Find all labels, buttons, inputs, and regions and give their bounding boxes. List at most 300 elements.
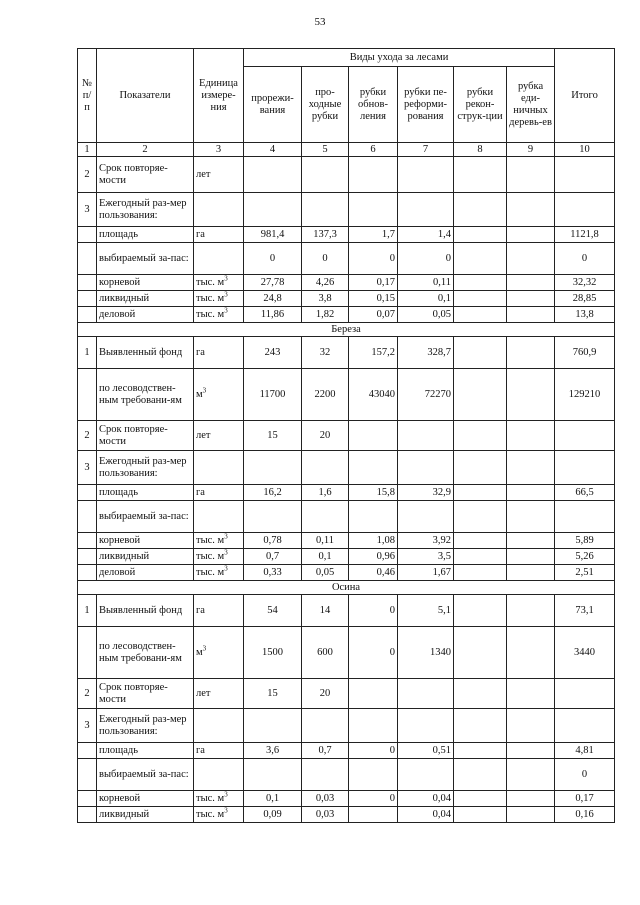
header-indicator: Показатели — [97, 49, 194, 143]
row-unit: тыс. $м^3$ — [194, 533, 244, 549]
table-row — [78, 759, 615, 791]
value-cell: 1340 — [398, 627, 454, 679]
value-cell — [302, 501, 349, 533]
row-unit: тыс. $м^3$ — [194, 275, 244, 291]
value-cell: 0,09 — [244, 807, 302, 823]
value-cell — [302, 709, 349, 743]
row-unit: лет — [194, 679, 244, 709]
value-cell: 328,7 — [398, 337, 454, 369]
table-row — [78, 743, 615, 759]
value-cell — [454, 451, 507, 485]
value-cell: 0 — [349, 791, 398, 807]
row-number — [78, 501, 97, 533]
value-cell — [507, 291, 555, 307]
value-cell: 129210 — [555, 369, 615, 421]
value-cell — [507, 549, 555, 565]
value-cell: 0,17 — [349, 275, 398, 291]
row-label: площадь — [97, 743, 194, 759]
value-cell: 15 — [244, 679, 302, 709]
table-row — [78, 275, 615, 291]
row-unit: тыс. $м^3$ — [194, 307, 244, 323]
row-label: Срок повторяе-мости — [97, 157, 194, 193]
row-label: Выявленный фонд — [97, 337, 194, 369]
value-cell: 1,7 — [349, 227, 398, 243]
value-cell: 3440 — [555, 627, 615, 679]
value-cell — [507, 743, 555, 759]
value-cell: 0 — [302, 243, 349, 275]
table-row — [78, 709, 615, 743]
value-cell — [555, 193, 615, 227]
value-cell: 0 — [398, 243, 454, 275]
row-unit: $м^3$ — [194, 627, 244, 679]
forest-care-table — [77, 48, 615, 823]
row-label: корневой — [97, 275, 194, 291]
value-cell — [507, 243, 555, 275]
table-row — [78, 307, 615, 323]
section-title: Осина — [78, 581, 615, 595]
value-cell: 0 — [349, 595, 398, 627]
value-cell: 1,08 — [349, 533, 398, 549]
table-row — [78, 157, 615, 193]
row-number: 2 — [78, 679, 97, 709]
table-row — [78, 243, 615, 275]
value-cell — [454, 157, 507, 193]
value-cell: 0,11 — [398, 275, 454, 291]
row-number — [78, 369, 97, 421]
value-cell — [507, 791, 555, 807]
value-cell — [507, 451, 555, 485]
row-number — [78, 549, 97, 565]
value-cell: 32 — [302, 337, 349, 369]
value-cell: 28,85 — [555, 291, 615, 307]
value-cell — [398, 157, 454, 193]
row-label: деловой — [97, 565, 194, 581]
value-cell: 4,81 — [555, 743, 615, 759]
value-cell: 0,04 — [398, 807, 454, 823]
value-cell — [454, 709, 507, 743]
value-cell — [349, 709, 398, 743]
row-unit — [194, 451, 244, 485]
value-cell: 1,4 — [398, 227, 454, 243]
value-cell — [507, 485, 555, 501]
value-cell: 66,5 — [555, 485, 615, 501]
value-cell — [349, 501, 398, 533]
value-cell: 137,3 — [302, 227, 349, 243]
value-cell — [454, 533, 507, 549]
header-unit: Единица измере-ния — [194, 49, 244, 143]
value-cell: 0,96 — [349, 549, 398, 565]
value-cell — [398, 709, 454, 743]
value-cell — [349, 157, 398, 193]
row-number — [78, 485, 97, 501]
row-label: ликвидный — [97, 549, 194, 565]
row-label: корневой — [97, 533, 194, 549]
row-number: 2 — [78, 421, 97, 451]
col-number: 1 — [78, 143, 97, 157]
value-cell: 0,78 — [244, 533, 302, 549]
value-cell — [302, 193, 349, 227]
header-reconstruction: рубки рекон-струк-ции — [454, 67, 507, 143]
value-cell — [244, 193, 302, 227]
value-cell: 5,26 — [555, 549, 615, 565]
col-number: 8 — [454, 143, 507, 157]
row-label: Ежегодный раз-мер пользования: — [97, 451, 194, 485]
row-label: Выявленный фонд — [97, 595, 194, 627]
value-cell — [507, 595, 555, 627]
value-cell — [454, 743, 507, 759]
row-number — [78, 743, 97, 759]
value-cell: 0,16 — [555, 807, 615, 823]
unit-text: тыс. м — [196, 792, 225, 804]
value-cell: 20 — [302, 679, 349, 709]
value-cell — [507, 759, 555, 791]
row-number — [78, 807, 97, 823]
table-row — [78, 485, 615, 501]
value-cell: 1,67 — [398, 565, 454, 581]
table-row — [78, 227, 615, 243]
value-cell — [454, 549, 507, 565]
value-cell — [507, 275, 555, 291]
value-cell — [507, 533, 555, 549]
header-thinning: прорежи-вания — [244, 67, 302, 143]
row-number — [78, 627, 97, 679]
row-label: ликвидный — [97, 807, 194, 823]
value-cell — [454, 275, 507, 291]
header-total: Итого — [555, 49, 615, 143]
value-cell: 1500 — [244, 627, 302, 679]
value-cell — [454, 193, 507, 227]
value-cell — [507, 627, 555, 679]
row-number — [78, 565, 97, 581]
row-label: площадь — [97, 485, 194, 501]
table-row — [78, 565, 615, 581]
value-cell — [555, 157, 615, 193]
section-title: Береза — [78, 323, 615, 337]
row-unit: га — [194, 485, 244, 501]
value-cell: 0,1 — [244, 791, 302, 807]
value-cell: 0,11 — [302, 533, 349, 549]
row-unit: лет — [194, 421, 244, 451]
value-cell: 2,51 — [555, 565, 615, 581]
value-cell: 72270 — [398, 369, 454, 421]
col-number: 4 — [244, 143, 302, 157]
row-unit — [194, 759, 244, 791]
value-cell: 600 — [302, 627, 349, 679]
header-renewal: рубки обнов-ления — [349, 67, 398, 143]
col-number: 7 — [398, 143, 454, 157]
value-cell: 981,4 — [244, 227, 302, 243]
value-cell — [454, 807, 507, 823]
value-cell: 0,7 — [244, 549, 302, 565]
value-cell: 14 — [302, 595, 349, 627]
table-row — [78, 193, 615, 227]
header-num: № п/п — [78, 49, 97, 143]
col-number: 2 — [97, 143, 194, 157]
value-cell: 16,2 — [244, 485, 302, 501]
row-label: выбираемый за-пас: — [97, 759, 194, 791]
row-label: по лесоводствен-ным требовани-ям — [97, 627, 194, 679]
value-cell: 2200 — [302, 369, 349, 421]
value-cell — [507, 157, 555, 193]
value-cell: 0 — [244, 243, 302, 275]
value-cell: 0,03 — [302, 807, 349, 823]
value-cell: 0,7 — [302, 743, 349, 759]
row-label: выбираемый за-пас: — [97, 501, 194, 533]
value-cell — [244, 501, 302, 533]
row-unit: тыс. $м^3$ — [194, 549, 244, 565]
table-row — [78, 451, 615, 485]
value-cell — [555, 679, 615, 709]
value-cell — [454, 485, 507, 501]
row-unit: га — [194, 227, 244, 243]
row-number — [78, 759, 97, 791]
value-cell: 0,05 — [398, 307, 454, 323]
row-unit: лет — [194, 157, 244, 193]
row-label: по лесоводствен-ным требовани-ям — [97, 369, 194, 421]
header-passage: про-ходные рубки — [302, 67, 349, 143]
value-cell — [302, 759, 349, 791]
unit-text: тыс. м — [196, 308, 225, 320]
value-cell: 0,04 — [398, 791, 454, 807]
value-cell — [507, 337, 555, 369]
row-number — [78, 791, 97, 807]
value-cell: 54 — [244, 595, 302, 627]
value-cell — [349, 759, 398, 791]
value-cell: 0,33 — [244, 565, 302, 581]
value-cell: 243 — [244, 337, 302, 369]
table-row — [78, 533, 615, 549]
value-cell — [454, 337, 507, 369]
value-cell — [507, 501, 555, 533]
row-number: 3 — [78, 451, 97, 485]
value-cell — [454, 759, 507, 791]
value-cell — [507, 679, 555, 709]
value-cell: 15 — [244, 421, 302, 451]
row-number — [78, 227, 97, 243]
table-row — [78, 679, 615, 709]
value-cell — [398, 679, 454, 709]
value-cell: 0 — [555, 759, 615, 791]
row-label: Ежегодный раз-мер пользования: — [97, 193, 194, 227]
value-cell — [507, 709, 555, 743]
value-cell — [507, 807, 555, 823]
header-care-types: Виды ухода за лесами — [244, 49, 555, 67]
value-cell: 32,9 — [398, 485, 454, 501]
value-cell — [454, 565, 507, 581]
value-cell: 0,17 — [555, 791, 615, 807]
value-cell: 0,15 — [349, 291, 398, 307]
value-cell — [454, 421, 507, 451]
value-cell: 0,05 — [302, 565, 349, 581]
value-cell — [555, 501, 615, 533]
value-cell: 0,07 — [349, 307, 398, 323]
row-number: 1 — [78, 337, 97, 369]
row-number — [78, 291, 97, 307]
row-unit — [194, 243, 244, 275]
value-cell: 0 — [349, 243, 398, 275]
value-cell — [555, 709, 615, 743]
unit-text: тыс. м — [196, 566, 225, 578]
col-number: 6 — [349, 143, 398, 157]
value-cell: 157,2 — [349, 337, 398, 369]
value-cell: 0 — [349, 627, 398, 679]
value-cell: 3,6 — [244, 743, 302, 759]
value-cell: 4,26 — [302, 275, 349, 291]
value-cell — [349, 421, 398, 451]
row-label: деловой — [97, 307, 194, 323]
row-unit: тыс. $м^3$ — [194, 791, 244, 807]
value-cell — [507, 421, 555, 451]
value-cell — [507, 227, 555, 243]
table-row — [78, 291, 615, 307]
unit-text: тыс. м — [196, 550, 225, 562]
value-cell — [454, 243, 507, 275]
table-row — [78, 627, 615, 679]
row-label: Срок повторяе-мости — [97, 421, 194, 451]
row-label: ликвидный — [97, 291, 194, 307]
value-cell — [454, 791, 507, 807]
row-number — [78, 533, 97, 549]
row-unit: тыс. $м^3$ — [194, 291, 244, 307]
unit-text: м — [196, 646, 203, 658]
unit-text: тыс. м — [196, 534, 225, 546]
value-cell — [302, 451, 349, 485]
table-row — [78, 337, 615, 369]
value-cell — [555, 421, 615, 451]
value-cell: 0,1 — [302, 549, 349, 565]
header-single-trees: рубка еди-ничных деревь-ев — [507, 67, 555, 143]
row-unit — [194, 501, 244, 533]
section-row — [78, 323, 615, 337]
row-label: Срок повторяе-мости — [97, 679, 194, 709]
table-row — [78, 807, 615, 823]
value-cell — [454, 595, 507, 627]
col-number: 9 — [507, 143, 555, 157]
value-cell: 3,5 — [398, 549, 454, 565]
value-cell: 32,32 — [555, 275, 615, 291]
value-cell: 1,6 — [302, 485, 349, 501]
col-number: 3 — [194, 143, 244, 157]
value-cell: 43040 — [349, 369, 398, 421]
row-number: 1 — [78, 595, 97, 627]
row-unit: га — [194, 337, 244, 369]
row-unit — [194, 193, 244, 227]
value-cell — [349, 193, 398, 227]
row-unit: тыс. $м^3$ — [194, 807, 244, 823]
value-cell — [454, 369, 507, 421]
row-number — [78, 275, 97, 291]
value-cell: 13,8 — [555, 307, 615, 323]
value-cell: 15,8 — [349, 485, 398, 501]
value-cell — [398, 759, 454, 791]
value-cell — [244, 451, 302, 485]
value-cell — [454, 307, 507, 323]
row-unit: га — [194, 743, 244, 759]
row-number — [78, 307, 97, 323]
value-cell: 1,82 — [302, 307, 349, 323]
table-row — [78, 421, 615, 451]
value-cell — [244, 759, 302, 791]
column-number-row — [78, 143, 615, 157]
value-cell — [507, 369, 555, 421]
value-cell — [349, 807, 398, 823]
value-cell: 0,46 — [349, 565, 398, 581]
value-cell — [349, 679, 398, 709]
table-row — [78, 501, 615, 533]
value-cell: 73,1 — [555, 595, 615, 627]
unit-text: тыс. м — [196, 292, 225, 304]
value-cell: 3,92 — [398, 533, 454, 549]
value-cell — [454, 627, 507, 679]
header-reformation: рубки пе-реформи-рования — [398, 67, 454, 143]
row-label: площадь — [97, 227, 194, 243]
table-row — [78, 369, 615, 421]
col-number: 5 — [302, 143, 349, 157]
row-unit: $м^3$ — [194, 369, 244, 421]
value-cell: 760,9 — [555, 337, 615, 369]
value-cell — [244, 157, 302, 193]
value-cell — [454, 291, 507, 307]
table-row — [78, 791, 615, 807]
value-cell: 0,03 — [302, 791, 349, 807]
value-cell — [302, 157, 349, 193]
value-cell — [454, 227, 507, 243]
col-number: 10 — [555, 143, 615, 157]
value-cell: 11,86 — [244, 307, 302, 323]
row-unit: га — [194, 595, 244, 627]
row-label: выбираемый за-пас: — [97, 243, 194, 275]
table-row — [78, 549, 615, 565]
value-cell — [454, 679, 507, 709]
value-cell — [398, 451, 454, 485]
row-unit — [194, 709, 244, 743]
value-cell: 11700 — [244, 369, 302, 421]
row-number: 3 — [78, 709, 97, 743]
row-number: 3 — [78, 193, 97, 227]
value-cell: 0 — [555, 243, 615, 275]
row-unit: тыс. $м^3$ — [194, 565, 244, 581]
row-label: Ежегодный раз-мер пользования: — [97, 709, 194, 743]
section-row — [78, 581, 615, 595]
row-number: 2 — [78, 157, 97, 193]
unit-text: тыс. м — [196, 276, 225, 288]
page-number: 53 — [314, 16, 326, 28]
row-number — [78, 243, 97, 275]
table-row — [78, 595, 615, 627]
value-cell: 27,78 — [244, 275, 302, 291]
value-cell: 1121,8 — [555, 227, 615, 243]
value-cell — [555, 451, 615, 485]
unit-text: тыс. м — [196, 808, 225, 820]
value-cell: 0,1 — [398, 291, 454, 307]
value-cell: 5,1 — [398, 595, 454, 627]
value-cell: 24,8 — [244, 291, 302, 307]
value-cell — [507, 565, 555, 581]
value-cell: 3,8 — [302, 291, 349, 307]
value-cell — [398, 193, 454, 227]
value-cell: 0 — [349, 743, 398, 759]
value-cell — [507, 193, 555, 227]
value-cell — [244, 709, 302, 743]
row-label: корневой — [97, 791, 194, 807]
value-cell — [398, 421, 454, 451]
value-cell — [398, 501, 454, 533]
value-cell — [454, 501, 507, 533]
value-cell: 20 — [302, 421, 349, 451]
value-cell: 0,51 — [398, 743, 454, 759]
unit-text: м — [196, 388, 203, 400]
value-cell — [507, 307, 555, 323]
